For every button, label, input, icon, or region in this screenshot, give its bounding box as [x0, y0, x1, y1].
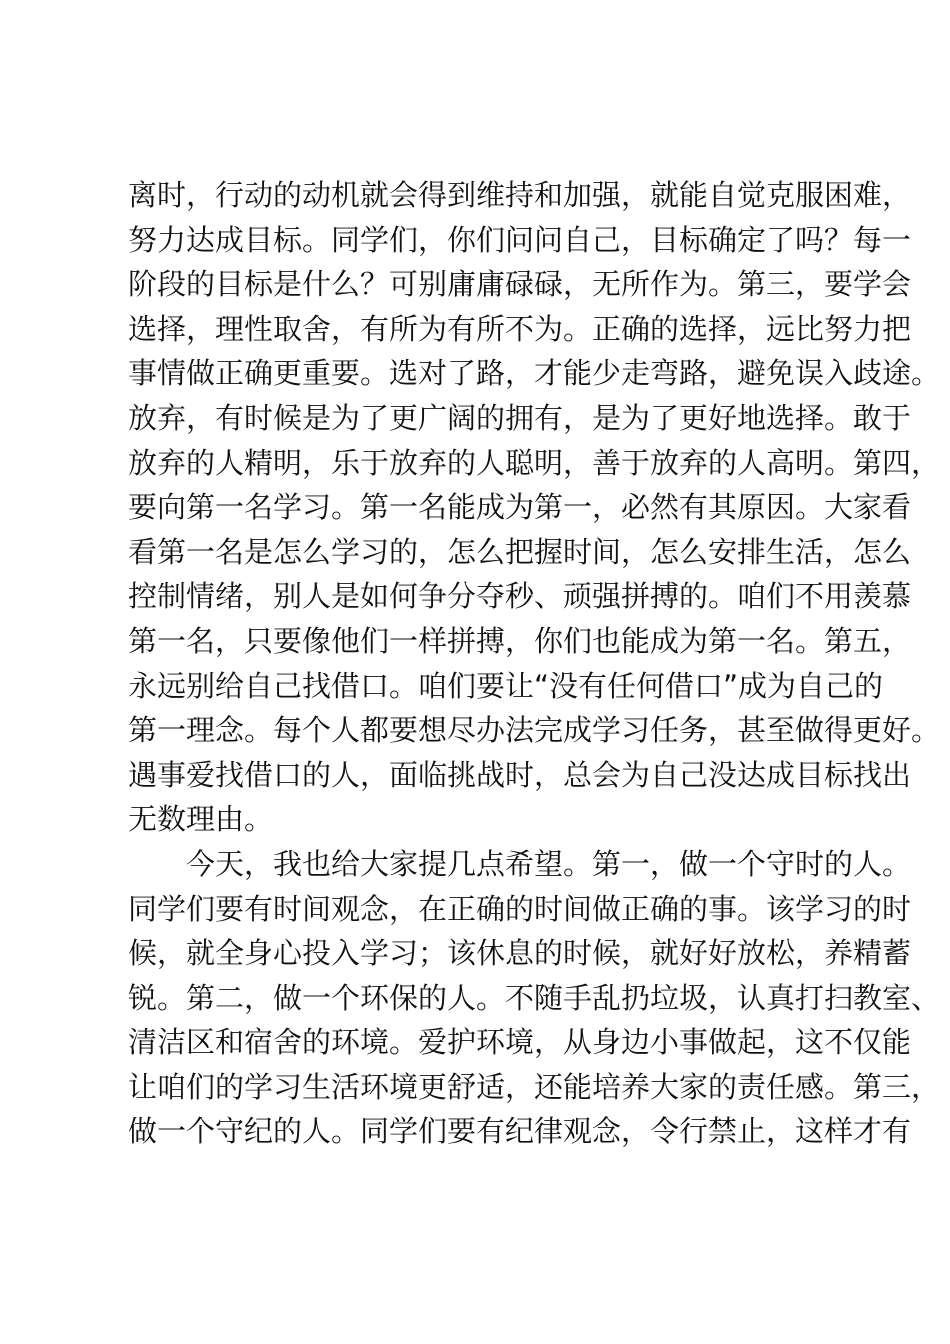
text-line: 候，就全身心投入学习；该休息的时候，就好好放松，养精蓄 [128, 936, 912, 971]
text-line: 放弃，有时候是为了更广阔的拥有，是为了更好地选择。敢于 [128, 400, 912, 435]
text-line: 锐。第二，做一个环保的人。不随手乱扔垃圾，认真打扫教室、 [128, 980, 941, 1015]
text-line: 离时，行动的动机就会得到维持和加强，就能自觉克服困难， [128, 178, 912, 212]
text-line: 控制情绪，别人是如何争分夺秒、顽强拼搏的。咱们不用羡慕 [128, 579, 912, 614]
body-text [128, 173, 941, 1154]
text-line: 看第一名是怎么学习的，怎么把握时间，怎么安排生活，怎么 [128, 534, 912, 569]
text-line: 要向第一名学习。第一名能成为第一，必然有其原因。大家看 [128, 490, 912, 525]
text-line: 放弃的人精明，乐于放弃的人聪明，善于放弃的人高明。第四， [128, 445, 941, 480]
text-line: 第一名，只要像他们一样拼搏，你们也能成为第一名。第五， [128, 623, 912, 658]
text-line: 遇事爱找借口的人，面临挑战时，总会为自己没达成目标找出 [128, 757, 912, 792]
text-line: 事情做正确更重要。选对了路，才能少走弯路，避免误入歧途。 [128, 356, 941, 391]
text-line: 第一理念。每个人都要想尽办法完成学习任务，甚至做得更好。 [128, 713, 941, 748]
text-line: 选择，理性取舍，有所为有所不为。正确的选择，远比努力把 [128, 311, 912, 346]
text-line: 清洁区和宿舍的环境。爱护环境，从身边小事做起，这不仅能 [128, 1025, 912, 1060]
text-line: 无数理由。 [128, 802, 274, 837]
text-line: 阶段的目标是什么？可别庸庸碌碌，无所作为。第三，要学会 [128, 267, 912, 302]
text-line: 同学们要有时间观念，在正确的时间做正确的事。该学习的时 [128, 891, 912, 926]
text-line: 努力达成目标。同学们，你们问问自己，目标确定了吗？每一 [128, 222, 912, 257]
text-line: 永远别给自己找借口。咱们要让“没有任何借口”成为自己的 [128, 668, 884, 703]
text-line: 今天，我也给大家提几点希望。第一，做一个守时的人。 [186, 846, 912, 881]
text-line: 做一个守纪的人。同学们要有纪律观念，令行禁止，这样才有 [128, 1114, 912, 1149]
text-line: 让咱们的学习生活环境更舒适，还能培养大家的责任感。第三， [128, 1069, 941, 1104]
